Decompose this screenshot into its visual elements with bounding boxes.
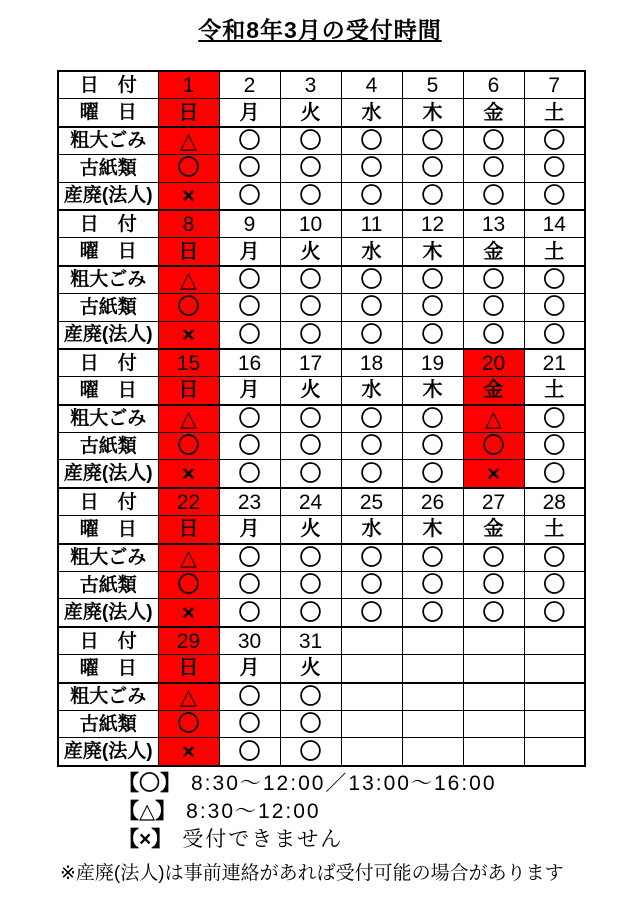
- industrial-waste-cell: 〇: [280, 182, 341, 210]
- bulky-garbage-cell: 〇: [219, 544, 280, 572]
- old-paper-row-week2: [58, 294, 585, 321]
- legend-item-triangle: [118, 798, 497, 826]
- old-paper-cell: 〇: [524, 572, 585, 599]
- industrial-waste-cell: ×: [158, 738, 219, 766]
- bulky-garbage-cell: [524, 683, 585, 711]
- old-paper-cell: 〇: [463, 433, 524, 460]
- bulky-garbage-cell: 〇: [524, 405, 585, 433]
- bulky-garbage-cell: 〇: [280, 127, 341, 155]
- old-paper-cell: 〇: [219, 433, 280, 460]
- date-cell: 21: [524, 349, 585, 377]
- industrial-waste-cell: 〇: [524, 182, 585, 210]
- weekday-cell: [463, 655, 524, 683]
- bulky-garbage-cell: 〇: [219, 127, 280, 155]
- bulky-garbage-cell: △: [158, 266, 219, 294]
- old-paper-cell: [341, 710, 402, 737]
- old-paper-cell: 〇: [158, 433, 219, 460]
- date-cell: 2: [219, 71, 280, 99]
- bulky-garbage-cell: 〇: [280, 544, 341, 572]
- date-cell: 17: [280, 349, 341, 377]
- industrial-waste-row-week4: [58, 599, 585, 627]
- date-cell: 14: [524, 210, 585, 238]
- weekday-cell: 火: [280, 238, 341, 266]
- date-row-week5: [58, 627, 585, 655]
- date-cell: 9: [219, 210, 280, 238]
- date-cell: 11: [341, 210, 402, 238]
- weekday-cell: [524, 655, 585, 683]
- date-cell: [524, 627, 585, 655]
- bulky-garbage-cell: 〇: [463, 544, 524, 572]
- industrial-waste-cell: 〇: [402, 599, 463, 627]
- weekday-cell: [402, 655, 463, 683]
- old-paper-cell: 〇: [219, 294, 280, 321]
- bulky-garbage-cell: 〇: [280, 405, 341, 433]
- date-cell: 10: [280, 210, 341, 238]
- old-paper-cell: 〇: [219, 710, 280, 737]
- date-cell: 16: [219, 349, 280, 377]
- row-label-industrial-waste: 産廃(法人): [58, 321, 158, 349]
- legend-cross-text: 受付できません: [182, 828, 344, 851]
- old-paper-cell: 〇: [280, 572, 341, 599]
- industrial-waste-cell: 〇: [341, 460, 402, 488]
- old-paper-cell: 〇: [341, 433, 402, 460]
- row-label-weekday: 曜 日: [58, 238, 158, 266]
- old-paper-cell: [402, 710, 463, 737]
- row-label-bulky-garbage: 粗大ごみ: [58, 127, 158, 155]
- triangle-symbol: 【△】: [118, 800, 177, 823]
- bulky-garbage-cell: [463, 683, 524, 711]
- weekday-cell: 木: [402, 238, 463, 266]
- industrial-waste-cell: ×: [463, 460, 524, 488]
- bulky-garbage-row-week2: [58, 266, 585, 294]
- industrial-waste-cell: 〇: [341, 182, 402, 210]
- weekday-cell: 水: [341, 238, 402, 266]
- weekday-cell: 木: [402, 99, 463, 127]
- date-cell: 26: [402, 488, 463, 516]
- row-label-old-paper: 古紙類: [58, 294, 158, 321]
- weekday-cell: 木: [402, 377, 463, 405]
- weekday-cell: 月: [219, 238, 280, 266]
- old-paper-row-week5: [58, 710, 585, 737]
- old-paper-cell: 〇: [341, 572, 402, 599]
- row-label-date: 日 付: [58, 488, 158, 516]
- industrial-waste-cell: ×: [158, 182, 219, 210]
- old-paper-cell: 〇: [402, 433, 463, 460]
- weekday-cell: 月: [219, 377, 280, 405]
- weekday-cell: 火: [280, 99, 341, 127]
- weekday-cell: 月: [219, 655, 280, 683]
- date-cell: 1: [158, 71, 219, 99]
- row-label-old-paper: 古紙類: [58, 433, 158, 460]
- bulky-garbage-cell: 〇: [280, 266, 341, 294]
- old-paper-cell: [463, 710, 524, 737]
- date-cell: 6: [463, 71, 524, 99]
- industrial-waste-cell: 〇: [219, 460, 280, 488]
- old-paper-cell: 〇: [463, 572, 524, 599]
- cross-symbol: 【×】: [118, 828, 173, 851]
- weekday-cell: 水: [341, 377, 402, 405]
- legend-circle-hours: 8:30～12:00／13:00～16:00: [191, 772, 497, 795]
- bulky-garbage-cell: 〇: [341, 127, 402, 155]
- old-paper-cell: [524, 710, 585, 737]
- bulky-garbage-cell: 〇: [341, 544, 402, 572]
- weekday-cell: [341, 655, 402, 683]
- industrial-waste-cell: 〇: [219, 321, 280, 349]
- date-row-week1: [58, 71, 585, 99]
- bulky-garbage-cell: 〇: [219, 266, 280, 294]
- row-label-bulky-garbage: 粗大ごみ: [58, 405, 158, 433]
- page-title: 令和8年3月の受付時間: [198, 17, 442, 43]
- industrial-waste-cell: 〇: [463, 599, 524, 627]
- date-cell: [341, 627, 402, 655]
- industrial-waste-cell: [402, 738, 463, 766]
- weekday-cell: 月: [219, 516, 280, 544]
- weekday-cell: 日: [158, 99, 219, 127]
- date-cell: 15: [158, 349, 219, 377]
- industrial-waste-row-week3: [58, 460, 585, 488]
- old-paper-cell: 〇: [280, 433, 341, 460]
- date-cell: 12: [402, 210, 463, 238]
- weekday-cell: 火: [280, 377, 341, 405]
- old-paper-cell: 〇: [280, 294, 341, 321]
- old-paper-cell: 〇: [341, 294, 402, 321]
- weekday-cell: 金: [463, 516, 524, 544]
- date-cell: 22: [158, 488, 219, 516]
- weekday-cell: 木: [402, 516, 463, 544]
- old-paper-cell: 〇: [219, 155, 280, 182]
- reception-schedule-table: [57, 70, 586, 767]
- old-paper-cell: 〇: [524, 155, 585, 182]
- bulky-garbage-cell: 〇: [219, 683, 280, 711]
- row-label-date: 日 付: [58, 210, 158, 238]
- legend-item-cross: [118, 826, 497, 854]
- date-cell: 18: [341, 349, 402, 377]
- industrial-waste-cell: 〇: [524, 460, 585, 488]
- date-cell: 31: [280, 627, 341, 655]
- bulky-garbage-row-week1: [58, 127, 585, 155]
- old-paper-cell: 〇: [524, 294, 585, 321]
- row-label-date: 日 付: [58, 71, 158, 99]
- bulky-garbage-cell: 〇: [524, 544, 585, 572]
- industrial-waste-cell: 〇: [280, 599, 341, 627]
- weekday-row-week4: [58, 516, 585, 544]
- date-row-week2: [58, 210, 585, 238]
- industrial-waste-cell: 〇: [402, 321, 463, 349]
- date-cell: 8: [158, 210, 219, 238]
- row-label-bulky-garbage: 粗大ごみ: [58, 544, 158, 572]
- old-paper-cell: 〇: [158, 294, 219, 321]
- industrial-waste-cell: 〇: [524, 321, 585, 349]
- industrial-waste-cell: 〇: [402, 460, 463, 488]
- row-label-weekday: 曜 日: [58, 516, 158, 544]
- weekday-cell: 土: [524, 516, 585, 544]
- bulky-garbage-cell: 〇: [402, 127, 463, 155]
- bulky-garbage-cell: 〇: [463, 127, 524, 155]
- bulky-garbage-cell: △: [158, 544, 219, 572]
- bulky-garbage-row-week4: [58, 544, 585, 572]
- industrial-waste-row-week2: [58, 321, 585, 349]
- industrial-waste-cell: 〇: [463, 321, 524, 349]
- bulky-garbage-cell: 〇: [524, 266, 585, 294]
- weekday-cell: 火: [280, 655, 341, 683]
- industrial-waste-cell: ×: [158, 599, 219, 627]
- old-paper-cell: 〇: [463, 155, 524, 182]
- date-cell: 25: [341, 488, 402, 516]
- industrial-waste-cell: 〇: [219, 599, 280, 627]
- industrial-waste-cell: 〇: [341, 599, 402, 627]
- old-paper-cell: 〇: [524, 433, 585, 460]
- bulky-garbage-cell: 〇: [219, 405, 280, 433]
- old-paper-cell: 〇: [341, 155, 402, 182]
- date-cell: 29: [158, 627, 219, 655]
- row-label-weekday: 曜 日: [58, 655, 158, 683]
- weekday-cell: 土: [524, 238, 585, 266]
- weekday-cell: 土: [524, 377, 585, 405]
- bulky-garbage-cell: 〇: [524, 127, 585, 155]
- row-label-old-paper: 古紙類: [58, 710, 158, 737]
- old-paper-cell: 〇: [402, 294, 463, 321]
- bulky-garbage-cell: 〇: [402, 266, 463, 294]
- weekday-cell: 金: [463, 377, 524, 405]
- bulky-garbage-cell: 〇: [341, 405, 402, 433]
- date-cell: 30: [219, 627, 280, 655]
- weekday-cell: 水: [341, 516, 402, 544]
- industrial-waste-cell: [341, 738, 402, 766]
- old-paper-cell: 〇: [158, 572, 219, 599]
- legend-triangle-hours: 8:30～12:00: [186, 800, 321, 823]
- bulky-garbage-row-week3: [58, 405, 585, 433]
- bulky-garbage-cell: 〇: [402, 544, 463, 572]
- industrial-waste-cell: 〇: [463, 182, 524, 210]
- circle-symbol: 【〇】: [118, 772, 181, 795]
- bulky-garbage-cell: △: [158, 405, 219, 433]
- industrial-waste-cell: 〇: [341, 321, 402, 349]
- old-paper-row-week1: [58, 155, 585, 182]
- industrial-waste-cell: 〇: [402, 182, 463, 210]
- weekday-row-week2: [58, 238, 585, 266]
- date-cell: 3: [280, 71, 341, 99]
- legend-item-circle: [118, 770, 497, 798]
- old-paper-cell: 〇: [280, 155, 341, 182]
- date-cell: 28: [524, 488, 585, 516]
- old-paper-cell: 〇: [219, 572, 280, 599]
- row-label-industrial-waste: 産廃(法人): [58, 599, 158, 627]
- weekday-cell: 金: [463, 238, 524, 266]
- weekday-cell: 金: [463, 99, 524, 127]
- industrial-waste-cell: ×: [158, 321, 219, 349]
- row-label-bulky-garbage: 粗大ごみ: [58, 266, 158, 294]
- bulky-garbage-cell: △: [463, 405, 524, 433]
- row-label-date: 日 付: [58, 349, 158, 377]
- legend: [118, 770, 497, 854]
- date-cell: 23: [219, 488, 280, 516]
- row-label-weekday: 曜 日: [58, 377, 158, 405]
- date-cell: 13: [463, 210, 524, 238]
- bulky-garbage-row-week5: [58, 683, 585, 711]
- date-cell: 5: [402, 71, 463, 99]
- date-cell: [463, 627, 524, 655]
- weekday-cell: 日: [158, 516, 219, 544]
- bulky-garbage-cell: [402, 683, 463, 711]
- date-cell: 24: [280, 488, 341, 516]
- weekday-row-week5: [58, 655, 585, 683]
- row-label-industrial-waste: 産廃(法人): [58, 182, 158, 210]
- weekday-cell: 水: [341, 99, 402, 127]
- date-cell: 19: [402, 349, 463, 377]
- row-label-bulky-garbage: 粗大ごみ: [58, 683, 158, 711]
- industrial-waste-cell: 〇: [219, 182, 280, 210]
- weekday-row-week1: [58, 99, 585, 127]
- date-cell: 4: [341, 71, 402, 99]
- old-paper-cell: 〇: [280, 710, 341, 737]
- bulky-garbage-cell: △: [158, 683, 219, 711]
- weekday-cell: 日: [158, 655, 219, 683]
- old-paper-cell: 〇: [158, 710, 219, 737]
- weekday-cell: 日: [158, 238, 219, 266]
- weekday-cell: 日: [158, 377, 219, 405]
- row-label-date: 日 付: [58, 627, 158, 655]
- bulky-garbage-cell: 〇: [341, 266, 402, 294]
- industrial-waste-cell: 〇: [219, 738, 280, 766]
- row-label-old-paper: 古紙類: [58, 155, 158, 182]
- industrial-waste-cell: 〇: [280, 460, 341, 488]
- industrial-waste-cell: ×: [158, 460, 219, 488]
- industrial-waste-row-week1: [58, 182, 585, 210]
- footnote: ※産廃(法人)は事前連絡があれば受付可能の場合があります: [60, 863, 564, 884]
- old-paper-cell: 〇: [158, 155, 219, 182]
- bulky-garbage-cell: 〇: [280, 683, 341, 711]
- row-label-weekday: 曜 日: [58, 99, 158, 127]
- industrial-waste-cell: [463, 738, 524, 766]
- date-cell: 7: [524, 71, 585, 99]
- industrial-waste-cell: 〇: [524, 599, 585, 627]
- industrial-waste-row-week5: [58, 738, 585, 766]
- date-cell: 27: [463, 488, 524, 516]
- industrial-waste-cell: 〇: [280, 738, 341, 766]
- industrial-waste-cell: [524, 738, 585, 766]
- old-paper-row-week3: [58, 433, 585, 460]
- old-paper-row-week4: [58, 572, 585, 599]
- old-paper-cell: 〇: [402, 155, 463, 182]
- old-paper-cell: 〇: [463, 294, 524, 321]
- date-cell: [402, 627, 463, 655]
- bulky-garbage-cell: △: [158, 127, 219, 155]
- date-row-week3: [58, 349, 585, 377]
- old-paper-cell: 〇: [402, 572, 463, 599]
- weekday-cell: 火: [280, 516, 341, 544]
- date-row-week4: [58, 488, 585, 516]
- date-cell: 20: [463, 349, 524, 377]
- row-label-industrial-waste: 産廃(法人): [58, 738, 158, 766]
- bulky-garbage-cell: [341, 683, 402, 711]
- industrial-waste-cell: 〇: [280, 321, 341, 349]
- row-label-industrial-waste: 産廃(法人): [58, 460, 158, 488]
- weekday-cell: 月: [219, 99, 280, 127]
- bulky-garbage-cell: 〇: [402, 405, 463, 433]
- bulky-garbage-cell: 〇: [463, 266, 524, 294]
- row-label-old-paper: 古紙類: [58, 572, 158, 599]
- weekday-row-week3: [58, 377, 585, 405]
- weekday-cell: 土: [524, 99, 585, 127]
